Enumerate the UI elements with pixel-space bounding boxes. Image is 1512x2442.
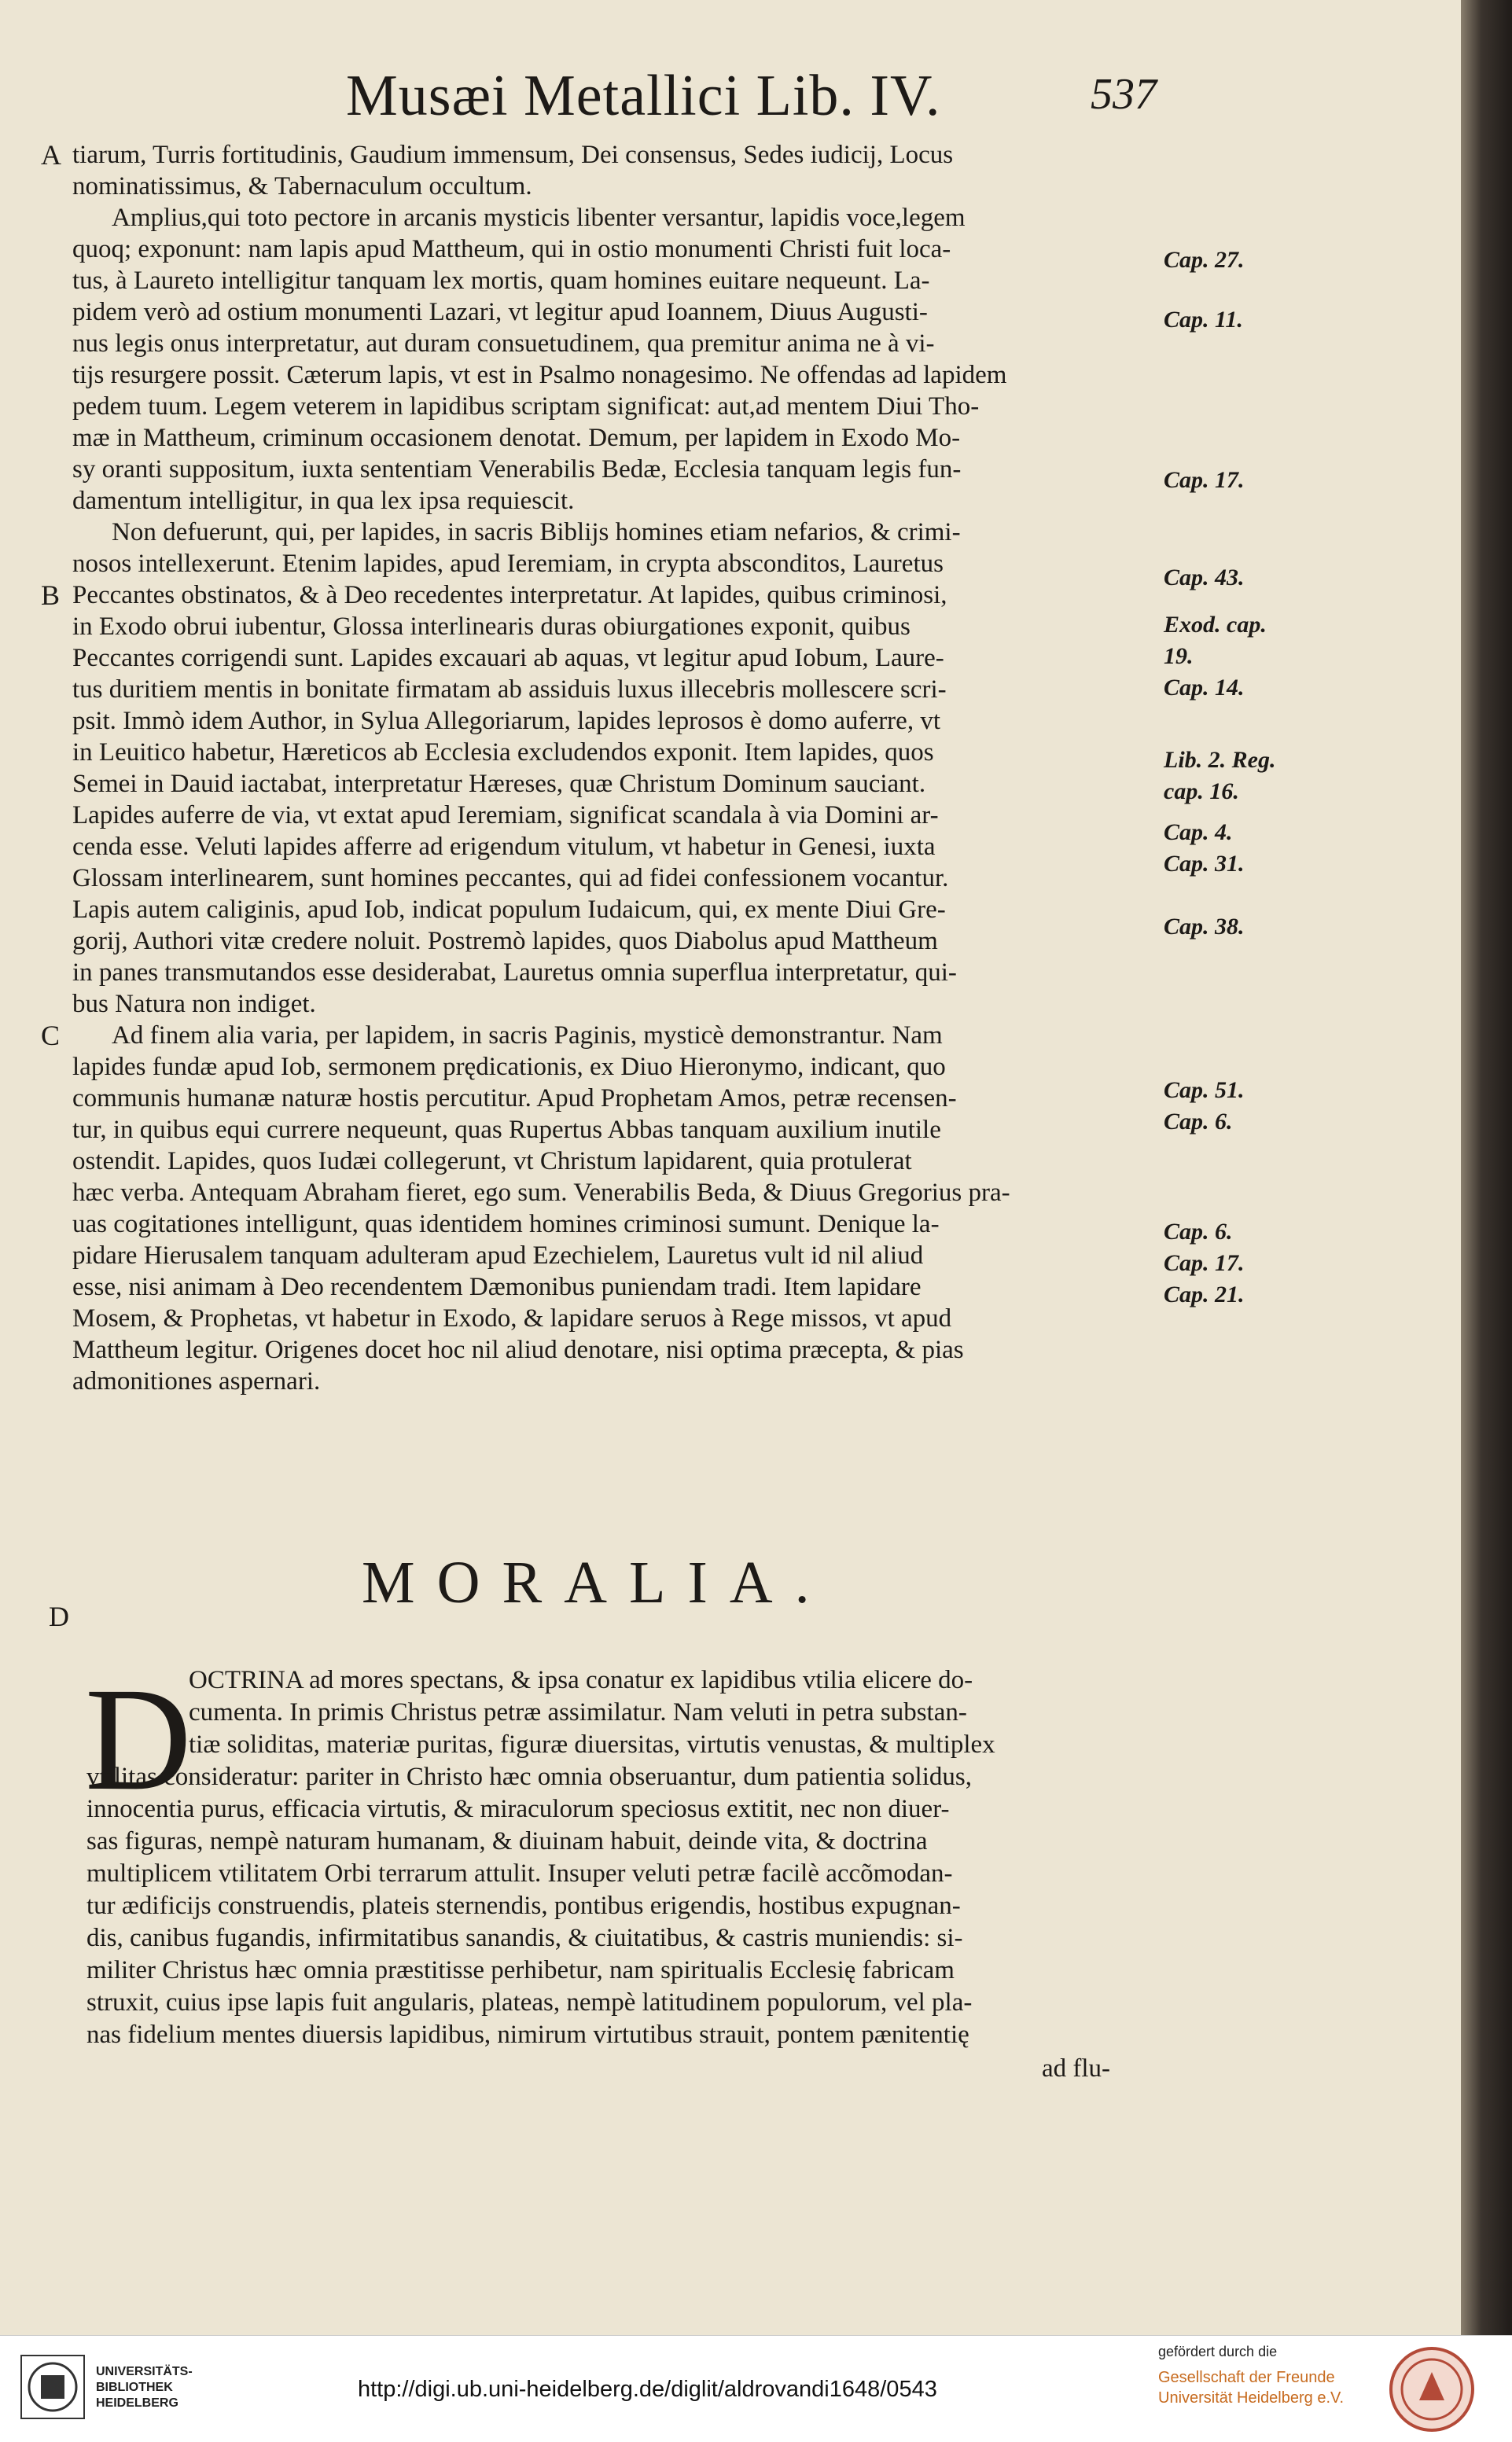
text-line: Peccantes obstinatos, & à Deo recedentes interpretatur. At lapides, quibus criminosi,	[72, 581, 947, 609]
text-line: bus Natura non indiget.	[72, 990, 316, 1018]
margin-reference: Cap. 4.	[1164, 819, 1233, 845]
text-line: tur, in quibus equi currere nequeunt, quas Rupertus Abbas tanquam auxilium inutile	[72, 1116, 941, 1144]
margin-reference: Cap. 51.	[1164, 1077, 1245, 1103]
page-title: Musæi Metallici Lib. IV.	[346, 64, 941, 128]
text-line: lapides fundæ apud Iob, sermonem prędicationis, ex Diuo Hieronymo, indicant, quo	[72, 1053, 946, 1081]
text-line: OCTRINA ad mores spectans, & ipsa conatur ex lapidibus vtilia elicere do-	[189, 1666, 973, 1694]
text-line: tijs resurgere possit. Cæterum lapis, vt est in Psalmo nonagesimo. Ne offendas ad lapidem	[72, 361, 1007, 389]
catchword: ad flu-	[1042, 2054, 1111, 2083]
text-line: in Leuitico habetur, Hæreticos ab Ecclesia excludendos exponit. Item lapides, quos	[72, 738, 934, 767]
text-line: Lapides auferre de via, vt extat apud Ieremiam, significat scandala à via Domini ar-	[72, 801, 939, 829]
text-line: Glossam interlinearem, sunt homines peccantes, qui ad fidei confessionem vocantur.	[72, 864, 949, 892]
viewer-footer	[0, 2335, 1512, 2442]
text-line: tus, à Laureto intelligitur tanquam lex mortis, quam homines euitare nequeunt. La-	[72, 267, 930, 295]
drop-capital: D	[85, 1657, 192, 1821]
permalink-url[interactable]: http://digi.ub.uni-heidelberg.de/diglit/aldrovandi1648/0543	[358, 2377, 937, 2402]
university-seal-icon	[1388, 2345, 1476, 2433]
margin-reference: Cap. 6.	[1164, 1109, 1233, 1135]
margin-letter: A	[41, 139, 61, 171]
margin-reference: Lib. 2. Reg.	[1164, 747, 1276, 773]
text-line: esse, nisi animam à Deo recendentem Dæmonibus puniendam tradi. Item lapidare	[72, 1273, 922, 1301]
text-line: innocentia purus, efficacia virtutis, & miraculorum speciosus extitit, nec non diuer-	[86, 1795, 950, 1823]
page-number: 537	[1091, 70, 1157, 119]
margin-letter: C	[41, 1020, 61, 1051]
text-line: uas cogitationes intelligunt, quas identidem homines criminosi sumunt. Denique la-	[72, 1210, 940, 1238]
text-line: communis humanæ naturæ hostis percutitur. Apud Prophetam Amos, petræ recensen-	[72, 1084, 957, 1113]
text-line: Mattheum legitur. Origenes docet hoc nil aliud denotare, nisi optima præcepta, & pias	[72, 1336, 964, 1364]
text-line: Mosem, & Prophetas, vt habetur in Exodo, & lapidare seruos à Rege missos, vt apud	[72, 1304, 952, 1333]
text-line: tus duritiem mentis in bonitate firmatam ab assiduis luxus illecebris mollescere scri-	[72, 675, 947, 704]
text-line: pedem tuum. Legem veterem in lapidibus scriptam significat: aut,ad mentem Diui Tho-	[72, 392, 980, 421]
text-line: nas fidelium mentes diuersis lapidibus, nimirum virtutibus strauit, pontem pænitentię	[86, 2021, 969, 2049]
sponsor-name[interactable]: Gesellschaft der Freunde Universität Heidelberg e.V.	[1158, 2369, 1345, 2407]
margin-reference: 19.	[1164, 643, 1194, 669]
text-line: nominatissimus, & Tabernaculum occultum.	[72, 172, 532, 200]
text-line: cenda esse. Veluti lapides afferre ad erigendum vitulum, vt habetur in Genesi, iuxta	[72, 833, 936, 861]
book-edge	[1461, 0, 1512, 2335]
text-line: sy oranti suppositum, iuxta sententiam Venerabilis Bedæ, Ecclesia tanquam legis fun-	[72, 455, 962, 484]
text-line: admonitiones aspernari.	[72, 1367, 321, 1396]
text-line: tur ædificijs construendis, plateis sternendis, pontibus erigendis, hostibus expugnan-	[86, 1892, 961, 1920]
text-line: dis, canibus fugandis, infirmitatibus sanandis, & ciuitatibus, & castris muniendis: si-	[86, 1924, 963, 1952]
running-header	[346, 63, 1211, 134]
text-line: vtilitas consideratur: pariter in Christo hæc omnia obseruantur, dum patientia solidus,	[86, 1763, 972, 1791]
text-line: Amplius,qui toto pectore in arcanis mysticis libenter versantur, lapidis voce,legem	[112, 204, 966, 232]
text-line: Semei in Dauid iactabat, interpretatur Hæreses, quæ Christum Dominum sauciant.	[72, 770, 926, 798]
text-line: pidem verò ad ostium monumenti Lazari, vt legitur apud Ioannem, Diuus Augusti-	[72, 298, 928, 326]
margin-reference: Cap. 43.	[1164, 565, 1245, 590]
margin-letter: B	[41, 579, 61, 611]
margin-letter: D	[49, 1601, 69, 1632]
margin-reference: Cap. 17.	[1164, 467, 1245, 493]
text-line: tiæ soliditas, materiæ puritas, figuræ diuersitas, virtutis venustas, & multiplex	[189, 1730, 995, 1759]
text-line: Non defuerunt, qui, per lapides, in sacris Biblijs homines etiam nefarios, & crimi-	[112, 518, 961, 546]
text-line: pidare Hierusalem tanquam adulteram apud Ezechielem, Lauretus vult id nil aliud	[72, 1241, 924, 1270]
text-line: sas figuras, nempè naturam humanam, & diuinam habuit, deinde vita, & doctrina	[86, 1827, 928, 1855]
margin-reference: Cap. 14.	[1164, 675, 1245, 701]
sponsor-label: gefördert durch die	[1158, 2344, 1278, 2359]
text-line: gorij, Authori vitæ credere noluit. Postremò lapides, quos Diabolus apud Mattheum	[72, 927, 938, 955]
text-line: cumenta. In primis Christus petræ assimilatur. Nam veluti in petra substan-	[189, 1698, 967, 1727]
margin-reference: Cap. 31.	[1164, 851, 1245, 877]
margin-reference: Exod. cap.	[1164, 612, 1267, 638]
section-title: MORALIA.	[362, 1550, 832, 1616]
text-line: hæc verba. Antequam Abraham fieret, ego sum. Venerabilis Beda, & Diuus Gregorius pra-	[72, 1179, 1010, 1207]
text-line: militer Christus hæc omnia præstitisse perhibetur, nam spiritualis Ecclesię fabricam	[86, 1956, 955, 1984]
text-line: Lapis autem caliginis, apud Iob, indicat populum Iudaicum, qui, ex mente Diui Gre-	[72, 896, 946, 924]
library-name: UNIVERSITÄTS- BIBLIOTHEK HEIDELBERG	[96, 2365, 193, 2410]
text-line: in panes transmutandos esse desiderabat, Lauretus omnia superflua interpretatur, qui-	[72, 958, 957, 987]
university-library-logo-icon	[17, 2352, 88, 2422]
text-line: mæ in Mattheum, criminum occasionem denotat. Demum, per lapidem in Exodo Mo-	[72, 424, 961, 452]
text-line: Peccantes corrigendi sunt. Lapides excauari ab aquas, vt legitur apud Iobum, Laure-	[72, 644, 944, 672]
margin-reference: Cap. 6.	[1164, 1219, 1233, 1245]
text-line: struxit, cuius ipse lapis fuit angularis, plateas, nempè latitudinem populorum, vel pla-	[86, 1988, 973, 2017]
text-line: ostendit. Lapides, quos Iudæi collegerunt, vt Christum lapidarent, quia protulerat	[72, 1147, 912, 1175]
text-line: psit. Immò idem Author, in Sylua Allegoriarum, lapides leprosos è domo auferre, vt	[72, 707, 940, 735]
margin-reference: Cap. 17.	[1164, 1250, 1245, 1276]
text-line: damentum intelligitur, in qua lex ipsa requiescit.	[72, 487, 575, 515]
text-line: quoq; exponunt: nam lapis apud Mattheum, qui in ostio monumenti Christi fuit loca-	[72, 235, 951, 263]
text-line: multiplicem vtilitatem Orbi terrarum attulit. Insuper veluti petræ facilè accõmodan-	[86, 1859, 953, 1888]
text-line: nosos intellexerunt. Etenim lapides, apud Ieremiam, in crypta absconditos, Lauretus	[72, 550, 944, 578]
margin-reference: cap. 16.	[1164, 778, 1239, 804]
text-line: in Exodo obrui iubentur, Glossa interlinearis duras obiurgationes exponit, quibus	[72, 612, 911, 641]
margin-reference: Cap. 27.	[1164, 247, 1245, 273]
text-line: Ad finem alia varia, per lapidem, in sacris Paginis, mysticè demonstrantur. Nam	[112, 1021, 943, 1050]
margin-reference: Cap. 38.	[1164, 914, 1245, 940]
margin-reference: Cap. 11.	[1164, 307, 1243, 333]
text-line: nus legis onus interpretatur, aut duram consuetudinem, qua premitur anima ne à vi-	[72, 329, 935, 358]
text-line: tiarum, Turris fortitudinis, Gaudium immensum, Dei consensus, Sedes iudicij, Locus	[72, 141, 954, 169]
margin-reference: Cap. 21.	[1164, 1282, 1245, 1307]
